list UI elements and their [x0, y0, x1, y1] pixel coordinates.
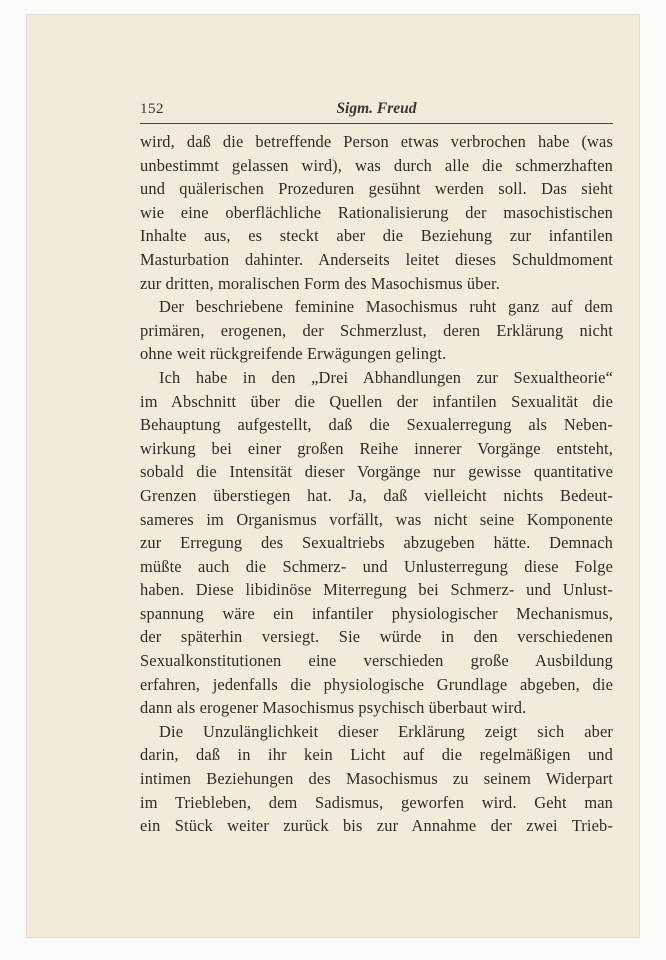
text-line: zur dritten, moralischen Form des Masochismus über. — [140, 273, 500, 293]
text-line: darin, daß in ihr kein Licht auf die regelmäßigen und — [140, 745, 613, 765]
page-header — [140, 101, 613, 124]
text-line: Der beschriebene feminine Masochismus ruht ganz auf dem — [159, 297, 613, 317]
text-line: ein Stück weiter zurück bis zur Annahme der zwei Trieb- — [140, 816, 613, 836]
text-line: ohne weit rückgreifende Erwägungen gelingt. — [140, 344, 447, 364]
text-line: spannung wäre ein infantiler physiologischer Mechanismus, — [140, 603, 613, 623]
text-line: Grenzen überstiegen hat. Ja, daß vielleicht nichts Bedeut- — [140, 485, 613, 505]
text-line: erfahren, jedenfalls die physiologische Grundlage abgeben, die — [140, 674, 613, 694]
text-line: sameres im Organismus vorfällt, was nicht seine Komponente — [140, 509, 613, 529]
text-line: primären, erogenen, der Schmerzlust, deren Erklärung nicht — [140, 320, 613, 340]
text-line: im Triebleben, dem Sadismus, geworfen wird. Geht man — [140, 792, 613, 812]
text-line: müßte auch die Schmerz- und Unlusterregung diese Folge — [140, 556, 613, 576]
text-line: Inhalte aus, es steckt aber die Beziehung zur infantilen — [140, 226, 613, 246]
text-line: dann als erogener Masochismus psychisch überbaut wird. — [140, 698, 527, 718]
text-line: wirkung bei einer großen Reihe innerer Vorgänge entsteht, — [140, 438, 613, 458]
running-head: Sigm. Freud — [336, 100, 417, 117]
text-line: und quälerischen Prozeduren gesühnt werden soll. Das sieht — [140, 179, 613, 199]
text-line: Ich habe in den „Drei Abhandlungen zur Sexualtheorie“ — [159, 367, 613, 387]
text-line: wie eine oberflächliche Rationalisierung der masochistischen — [140, 202, 613, 222]
text-line: Masturbation dahinter. Anderseits leitet dieses Schuldmoment — [140, 249, 613, 269]
text-line: unbestimmt gelassen wird), was durch alle die schmerzhaften — [140, 155, 613, 175]
body-text — [140, 130, 613, 838]
text-line: intimen Beziehungen des Masochismus zu seinem Widerpart — [140, 769, 613, 789]
text-line: Die Unzulänglichkeit dieser Erklärung zeigt sich aber — [159, 721, 613, 741]
text-line: der späterhin versiegt. Sie würde in den verschiedenen — [140, 627, 613, 647]
text-line: Behauptung aufgestellt, daß die Sexualerregung als Neben- — [140, 415, 613, 435]
text-line: zur Erregung des Sexualtriebs abzugeben hätte. Demnach — [140, 533, 613, 553]
text-line: sobald die Intensität dieser Vorgänge nur gewisse quantitative — [140, 462, 613, 482]
text-line: haben. Diese libidinöse Miterregung bei Schmerz- und Unlust- — [140, 580, 613, 600]
text-line: Sexualkonstitutionen eine verschieden große Ausbildung — [140, 651, 613, 671]
text-line: im Abschnitt über die Quellen der infantilen Sexualität die — [140, 391, 613, 411]
text-line: wird, daß die betreffende Person etwas verbrochen habe (was — [140, 132, 613, 151]
page-number: 152 — [140, 101, 164, 117]
